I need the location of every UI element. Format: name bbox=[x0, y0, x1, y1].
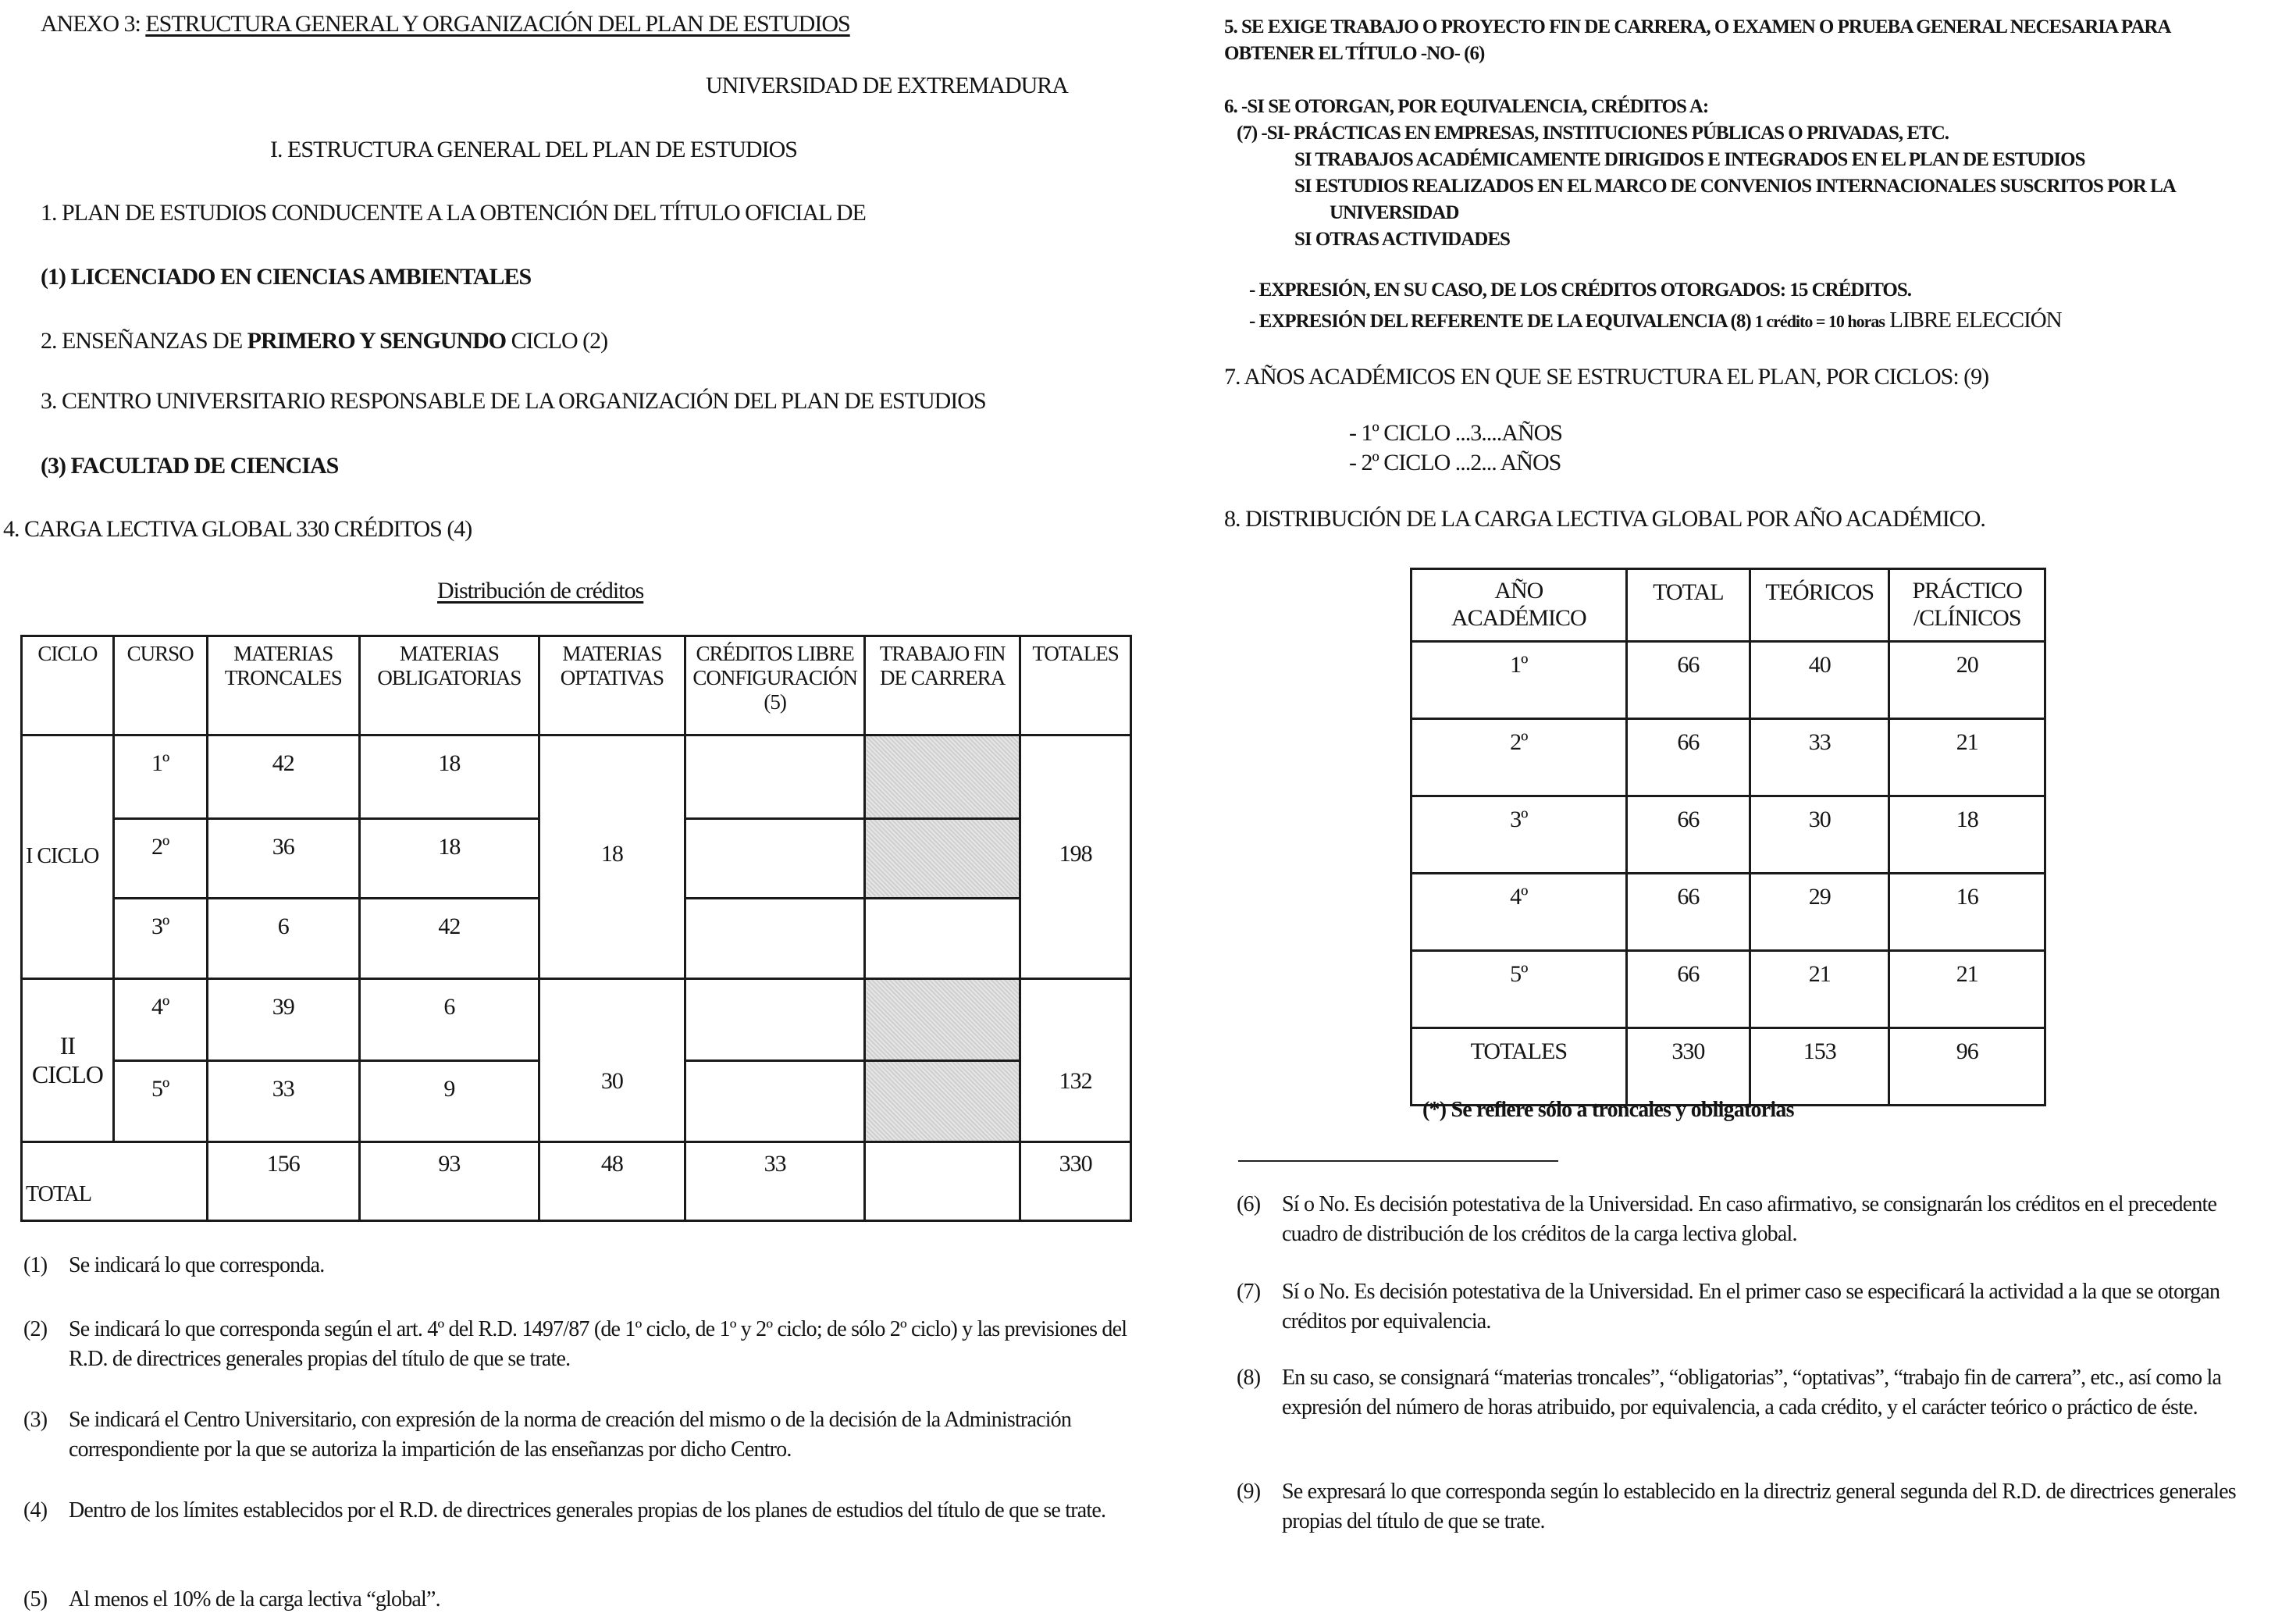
total-cell: 66 bbox=[1626, 718, 1750, 796]
year-cell: TOTALES bbox=[1411, 1027, 1627, 1105]
table-row bbox=[1411, 950, 2045, 1027]
item2-label bbox=[41, 328, 607, 354]
obligatorias-cell: 6 bbox=[360, 978, 539, 1060]
table-header-row bbox=[22, 636, 1131, 735]
footnote-text: Se indicará lo que corresponda según el art. 4º del R.D. 1497/87 (de 1º ciclo, de 1º y 2º ciclo; de sólo 2º ciclo) y las previsiones del R.D. de directrices generales propias del título de que se trate. bbox=[69, 1317, 1127, 1371]
year-cell: 3º bbox=[1411, 796, 1627, 873]
total-totales: 330 bbox=[1020, 1142, 1131, 1221]
item1-value bbox=[41, 264, 531, 290]
year-cell: 1º bbox=[1411, 641, 1627, 718]
libre-cell bbox=[685, 899, 865, 979]
item2-suffix: CICLO (2) bbox=[506, 328, 608, 354]
year-cell: 4º bbox=[1411, 873, 1627, 950]
total-row bbox=[22, 1142, 1131, 1221]
practicos-cell: 16 bbox=[1889, 873, 2045, 950]
footnote-number: (7) bbox=[1237, 1280, 1261, 1304]
yearly-load-table bbox=[1410, 568, 2046, 1106]
practicos-cell: 20 bbox=[1889, 641, 2045, 718]
col-header: PRÁCTICO /CLÍNICOS bbox=[1889, 569, 2045, 642]
table-note: (*) Se refiere sólo a troncales y obligatorias bbox=[1422, 1098, 1794, 1122]
footnote-number: (2) bbox=[23, 1317, 48, 1341]
footnote-text: Al menos el 10% de la carga lectiva “global”. bbox=[69, 1587, 440, 1612]
footnote-number: (3) bbox=[23, 1408, 48, 1432]
col-header: CRÉDITOS LIBRE CONFIGURACIÓN (5) bbox=[685, 636, 865, 735]
col-header: TOTALES bbox=[1020, 636, 1131, 735]
item3-label: 3. CENTRO UNIVERSITARIO RESPONSABLE DE LA ORGANIZACIÓN DEL PLAN DE ESTUDIOS bbox=[41, 388, 986, 414]
curso-cell: 2º bbox=[113, 818, 207, 899]
item7-label: 7. AÑOS ACADÉMICOS EN QUE SE ESTRUCTURA EL PLAN, POR CICLOS: (9) bbox=[1224, 364, 1989, 390]
col-header: MATERIAS OPTATIVAS bbox=[539, 636, 685, 735]
col-header: CURSO bbox=[113, 636, 207, 735]
shaded-cell bbox=[865, 735, 1020, 818]
item2-cycles: PRIMERO Y SENGUNDO bbox=[247, 328, 507, 354]
item5-line: OBTENER EL TÍTULO -NO- (6) bbox=[1224, 43, 1485, 64]
year-cell: 2º bbox=[1411, 718, 1627, 796]
trabajo-cell bbox=[865, 899, 1020, 979]
table-row bbox=[1411, 873, 2045, 950]
item6-line: SI TRABAJOS ACADÉMICAMENTE DIRIGIDOS E INTEGRADOS EN EL PLAN DE ESTUDIOS bbox=[1294, 149, 2085, 170]
troncales-cell: 42 bbox=[207, 735, 360, 818]
total-optativas: 48 bbox=[539, 1142, 685, 1221]
item8-label: 8. DISTRIBUCIÓN DE LA CARGA LECTIVA GLOBAL POR AÑO ACADÉMICO. bbox=[1224, 506, 1985, 532]
footnote bbox=[1237, 1277, 2267, 1337]
footnote bbox=[23, 1251, 1132, 1280]
equivalence-label: - EXPRESIÓN DEL REFERENTE DE LA EQUIVALENCIA (8) bbox=[1249, 311, 1755, 332]
obligatorias-cell: 18 bbox=[360, 818, 539, 899]
teoricos-cell: 153 bbox=[1750, 1027, 1889, 1105]
teoricos-cell: 33 bbox=[1750, 718, 1889, 796]
footnote-number: (1) bbox=[23, 1253, 48, 1277]
item6-line: (7) -SI- PRÁCTICAS EN EMPRESAS, INSTITUCIONES PÚBLICAS O PRIVADAS, ETC. bbox=[1237, 123, 1949, 144]
col-header: MATERIAS OBLIGATORIAS bbox=[360, 636, 539, 735]
troncales-cell: 39 bbox=[207, 978, 360, 1060]
credits-table-caption: Distribución de créditos bbox=[437, 578, 644, 604]
total-libre: 33 bbox=[685, 1142, 865, 1221]
curso-cell: 1º bbox=[113, 735, 207, 818]
footnote-text: Sí o No. Es decisión potestativa de la Universidad. En el primer caso se especificará la actividad a la que se otorgan créditos por equivalencia. bbox=[1282, 1280, 2220, 1334]
obligatorias-cell: 9 bbox=[360, 1060, 539, 1142]
col-header: TOTAL bbox=[1626, 569, 1750, 642]
section-title: I. ESTRUCTURA GENERAL DEL PLAN DE ESTUDIOS bbox=[270, 137, 797, 162]
practicos-cell: 21 bbox=[1889, 718, 2045, 796]
footnote bbox=[1237, 1363, 2267, 1423]
total-cell: 66 bbox=[1626, 873, 1750, 950]
table-row bbox=[22, 978, 1131, 1060]
curso-cell: 3º bbox=[113, 899, 207, 979]
troncales-cell: 33 bbox=[207, 1060, 360, 1142]
footnote bbox=[1237, 1190, 2267, 1249]
col-header: MATERIAS TRONCALES bbox=[207, 636, 360, 735]
footnote bbox=[23, 1496, 1132, 1526]
item2-prefix: 2. ENSEÑANZAS DE bbox=[41, 328, 247, 354]
footnote-text: Se indicará lo que corresponda. bbox=[69, 1253, 325, 1277]
teoricos-cell: 29 bbox=[1750, 873, 1889, 950]
year-cell: 5º bbox=[1411, 950, 1627, 1027]
total-cell: 66 bbox=[1626, 641, 1750, 718]
item6-line: SI ESTUDIOS REALIZADOS EN EL MARCO DE CONVENIOS INTERNACIONALES SUSCRITOS POR LA bbox=[1294, 176, 2176, 197]
university-name: UNIVERSIDAD DE EXTREMADURA bbox=[706, 73, 1068, 98]
troncales-cell: 36 bbox=[207, 818, 360, 899]
obligatorias-cell: 42 bbox=[360, 899, 539, 979]
shaded-cell bbox=[865, 1060, 1020, 1142]
libre-cell bbox=[685, 978, 865, 1060]
footnote bbox=[23, 1315, 1132, 1374]
curso-cell: 4º bbox=[113, 978, 207, 1060]
libre-cell bbox=[685, 818, 865, 899]
footnote-text: Se expresará lo que corresponda según lo establecido en la directriz general segunda del R.D. de directrices generales propias del título de que se trate. bbox=[1282, 1480, 2236, 1533]
footnote bbox=[1237, 1477, 2267, 1537]
col-header: TRABAJO FIN DE CARRERA bbox=[865, 636, 1020, 735]
item7-cycle2: - 2º CICLO ...2... AÑOS bbox=[1349, 450, 1561, 475]
credits-distribution-table bbox=[20, 635, 1132, 1222]
footnote-text: Se indicará el Centro Universitario, con expresión de la norma de creación del mismo o de la decisión de la Administración correspondiente por la que se autoriza la impartición de las enseñanzas por dicho Centro. bbox=[69, 1408, 1072, 1462]
total-cell: 66 bbox=[1626, 950, 1750, 1027]
item6-block bbox=[1224, 94, 2176, 253]
item6-line: 6. -SI SE OTORGAN, POR EQUIVALENCIA, CRÉDITOS A: bbox=[1224, 96, 1709, 117]
practicos-cell: 21 bbox=[1889, 950, 2045, 1027]
total-cell: 66 bbox=[1626, 796, 1750, 873]
equivalence-referent bbox=[1249, 308, 2062, 333]
optativas-cell: 18 bbox=[539, 735, 685, 978]
total-trabajo bbox=[865, 1142, 1020, 1221]
teoricos-cell: 21 bbox=[1750, 950, 1889, 1027]
item5-line: 5. SE EXIGE TRABAJO O PROYECTO FIN DE CARRERA, O EXAMEN O PRUEBA GENERAL NECESARIA PARA bbox=[1224, 16, 2171, 37]
footnote-text: En su caso, se consignará “materias troncales”, “obligatorias”, “optativas”, “trabajo fin de carrera”, etc., así como la expresión del número de horas atribuido, por equivalencia, a cada crédito, y el carácter teórico o práctico de éste. bbox=[1282, 1366, 2222, 1419]
item4-label: 4. CARGA LECTIVA GLOBAL 330 CRÉDITOS (4) bbox=[3, 516, 472, 542]
table-row bbox=[1411, 796, 2045, 873]
faculty-name: (3) FACULTAD DE CIENCIAS bbox=[41, 453, 339, 479]
col-header: CICLO bbox=[22, 636, 114, 735]
degree-title: (1) LICENCIADO EN CIENCIAS AMBIENTALES bbox=[41, 264, 532, 290]
obligatorias-cell: 18 bbox=[360, 735, 539, 818]
table-row bbox=[1411, 718, 2045, 796]
practicos-cell: 96 bbox=[1889, 1027, 2045, 1105]
table-row bbox=[22, 735, 1131, 818]
equivalence-value: 1 crédito = 10 horas bbox=[1754, 312, 1885, 331]
totales-cell: 132 bbox=[1020, 978, 1131, 1141]
footnote-number: (8) bbox=[1237, 1366, 1261, 1390]
ciclo-label: II CICLO bbox=[22, 978, 114, 1141]
curso-cell: 5º bbox=[113, 1060, 207, 1142]
table-header-row bbox=[1411, 569, 2045, 642]
teoricos-cell: 30 bbox=[1750, 796, 1889, 873]
footnote bbox=[23, 1405, 1132, 1465]
total-cell: 330 bbox=[1626, 1027, 1750, 1105]
item3-value bbox=[41, 453, 338, 479]
optativas-cell: 30 bbox=[539, 978, 685, 1141]
item6-line: UNIVERSIDAD bbox=[1330, 202, 1459, 223]
ciclo-label: I CICLO bbox=[22, 735, 114, 978]
footnote-number: (5) bbox=[23, 1587, 48, 1612]
totales-cell: 198 bbox=[1020, 735, 1131, 978]
libre-cell bbox=[685, 1060, 865, 1142]
teoricos-cell: 40 bbox=[1750, 641, 1889, 718]
footnote-text: Dentro de los límites establecidos por el R.D. de directrices generales propias de los planes de estudios del título de que se trate. bbox=[69, 1498, 1106, 1522]
credits-granted: - EXPRESIÓN, EN SU CASO, DE LOS CRÉDITOS OTORGADOS: 15 CRÉDITOS. bbox=[1249, 280, 1912, 301]
annex-title: ESTRUCTURA GENERAL Y ORGANIZACIÓN DEL PLAN DE ESTUDIOS bbox=[145, 11, 850, 37]
table-row bbox=[1411, 641, 2045, 718]
item1-label: 1. PLAN DE ESTUDIOS CONDUCENTE A LA OBTENCIÓN DEL TÍTULO OFICIAL DE bbox=[41, 200, 866, 226]
troncales-cell: 6 bbox=[207, 899, 360, 979]
item5-block bbox=[1224, 14, 2170, 67]
col-header: AÑO ACADÉMICO bbox=[1411, 569, 1627, 642]
annex-heading bbox=[41, 11, 850, 37]
item7-cycle1: - 1º CICLO ...3....AÑOS bbox=[1349, 420, 1562, 446]
footnote bbox=[23, 1585, 1132, 1615]
footnote-divider bbox=[1238, 1160, 1558, 1162]
annex-label: ANEXO 3: bbox=[41, 11, 146, 37]
footnote-text: Sí o No. Es decisión potestativa de la Universidad. En caso afirmativo, se consignarán los créditos en el precedente cuadro de distribución de los créditos de la carga lectiva global. bbox=[1282, 1192, 2217, 1246]
footnote-number: (9) bbox=[1237, 1480, 1261, 1504]
practicos-cell: 18 bbox=[1889, 796, 2045, 873]
footnote-number: (6) bbox=[1237, 1192, 1261, 1216]
col-header: TEÓRICOS bbox=[1750, 569, 1889, 642]
item6-line: SI OTRAS ACTIVIDADES bbox=[1294, 229, 1510, 250]
shaded-cell bbox=[865, 978, 1020, 1060]
total-label: TOTAL bbox=[22, 1142, 208, 1221]
footnote-number: (4) bbox=[23, 1498, 48, 1522]
total-row bbox=[1411, 1027, 2045, 1105]
total-obligatorias: 93 bbox=[360, 1142, 539, 1221]
equivalence-type: LIBRE ELECCIÓN bbox=[1884, 308, 2062, 333]
libre-cell bbox=[685, 735, 865, 818]
total-troncales: 156 bbox=[207, 1142, 360, 1221]
shaded-cell bbox=[865, 818, 1020, 899]
